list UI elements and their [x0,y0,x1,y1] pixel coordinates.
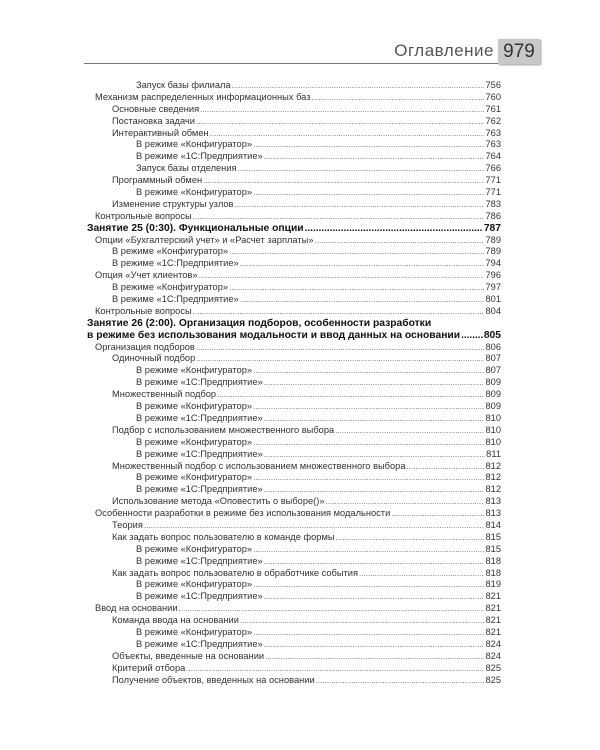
toc-entry-label: Критерий отбора [112,662,186,673]
toc-entry-label: Подбор с использованием множественного выбора [112,424,335,435]
toc-entry-page: 810 [485,424,501,435]
toc-entry-label: Множественный подбор с использованием множественного выбора [112,460,406,471]
toc-entry [136,139,501,151]
dot-leader [316,675,485,687]
toc-entry-label: Контрольные вопросы [95,305,192,316]
toc-entry-label: В режиме «1С:Предприятие» [136,412,263,423]
toc-entry [112,104,501,116]
toc-entry-label: В режиме «1С:Предприятие» [136,151,263,162]
toc-entry-label: В режиме «Конфигуратор» [136,472,253,483]
dot-leader [253,579,484,591]
toc-entry [95,508,501,520]
header-title: Оглавление [394,41,494,60]
toc-entry-page: 805 [483,329,501,341]
dot-leader [234,199,484,211]
dot-leader [253,472,484,484]
toc-entry-page: 787 [483,222,501,234]
toc-chapter-entry [87,330,501,342]
dot-leader [312,92,485,104]
toc-entry-page: 804 [485,305,501,316]
dot-leader [265,651,484,663]
toc-entry-label: В режиме «Конфигуратор» [136,543,253,554]
toc-entry-page: 812 [485,484,501,495]
toc-entry-page: 761 [485,103,501,114]
toc-entry [112,532,501,544]
toc-entry-page: 811 [486,448,501,459]
toc-entry-label: Ввод на основании [95,603,178,614]
toc-entry-label: Теория [112,519,143,530]
toc-entry [112,353,501,365]
dot-leader [253,544,484,556]
dot-leader [326,496,485,508]
toc-entry-label: В режиме «1С:Предприятие» [112,258,239,269]
toc-entry-page: 763 [485,139,501,150]
toc-entry-label: Опция «Учет клиентов» [95,270,198,281]
dot-leader [315,235,485,247]
toc-entry-label: Использование метода «Оповестить о выборе()» [112,496,325,507]
toc-entry-label: Опции «Бухгалтерский учет» и «Расчет зарплаты» [95,234,314,245]
toc-entry-label: Как задать вопрос пользователю в команде формы [112,531,335,542]
dot-leader [240,294,485,306]
toc-entry-label: Постановка задачи [112,115,195,126]
toc-entry [95,211,501,223]
toc-entry-label: В режиме «Конфигуратор» [112,246,229,257]
toc-entry [136,556,501,568]
toc-chapter-title-line: Занятие 26 (2:00). Организация подборов, особенности разработки [87,317,432,329]
toc-entry-page: 764 [485,151,501,162]
dot-leader [359,568,484,580]
toc-entry-label: Занятие 25 (0:30). Функциональные опции [87,222,304,234]
dot-leader [196,353,484,365]
dot-leader [264,639,485,651]
toc-entry-label: Команда ввода на основании [112,615,239,626]
dot-leader [391,508,484,520]
dot-leader [253,401,484,413]
toc-entry [136,365,501,377]
dot-leader [305,223,483,235]
toc-entry-page: 809 [485,377,501,388]
toc-entry-page: 813 [485,496,501,507]
dot-leader [240,615,485,627]
toc-entry-page: 812 [485,472,501,483]
toc-entry-label: Получение объектов, введенных на основании [112,674,315,685]
toc-entry-label: В режиме «Конфигуратор» [136,436,253,447]
dot-leader [264,591,485,603]
toc-entry [112,116,501,128]
dot-leader [253,437,484,449]
toc-entry [95,603,501,615]
toc-entry [95,306,501,318]
dot-leader [335,425,484,437]
toc-entry [112,128,501,140]
dot-leader [229,246,484,258]
toc-entry-page: 821 [485,626,501,637]
dot-leader [253,139,484,151]
toc-entry-label: Изменение структуры узлов [112,198,234,209]
toc-entry-page: 824 [485,638,501,649]
toc-entry [95,92,501,104]
dot-leader [253,365,484,377]
dot-leader [196,116,485,128]
toc-entry-label: В режиме «1С:Предприятие» [136,591,263,602]
toc-entry-label: Программный обмен [112,175,203,186]
toc-entry-page: 794 [485,258,501,269]
page-number: 979 [498,39,540,64]
toc-entry [95,235,501,247]
header-rule [84,63,538,64]
dot-leader [196,342,485,354]
dot-leader [210,128,485,140]
dot-leader [407,461,485,473]
toc-entry [136,80,501,92]
toc-entry-label: В режиме «1С:Предприятие» [136,377,263,388]
toc-entry [112,461,501,473]
toc-entry-page: 809 [485,389,501,400]
dot-leader [193,211,485,223]
toc-entry-page: 760 [485,91,501,102]
dot-leader [264,151,485,163]
toc-entry-page: 786 [485,210,501,221]
toc-entry [136,163,501,175]
toc-entry-page: 766 [485,163,501,174]
toc-entry-page: 821 [485,603,501,614]
toc-entry [136,579,501,591]
toc-entry [136,151,501,163]
toc-entry-page: 783 [485,198,501,209]
toc-entry-page: 821 [485,615,501,626]
toc-entry-label: В режиме «Конфигуратор» [136,401,253,412]
toc-entry [95,270,501,282]
toc-entry [112,199,501,211]
dot-leader [179,603,485,615]
dot-leader [229,282,484,294]
toc-entry-page: 810 [485,436,501,447]
toc-entry-label: В режиме «1С:Предприятие» [136,638,263,649]
dot-leader [217,389,484,401]
toc-entry [136,591,501,603]
toc-entry-label: Особенности разработки в режиме без использования модальности [95,508,391,519]
running-header [0,36,600,66]
toc-entry-page: 812 [485,460,501,471]
toc-entry-page: 813 [485,508,501,519]
dot-leader [232,80,485,92]
toc-entry-page: 825 [485,674,501,685]
toc-entry [112,294,501,306]
toc-entry [136,544,501,556]
dot-leader [200,104,484,116]
toc-entry-label: Множественный подбор [112,389,217,400]
toc-entry-page: 801 [485,294,501,305]
dot-leader [264,556,485,568]
toc-entry [112,520,501,532]
toc-entry [136,639,501,651]
toc-entry [136,377,501,389]
toc-entry-page: 810 [485,412,501,423]
toc-entry [112,615,501,627]
toc-entry-label: Механизм распределенных информационных баз [95,91,311,102]
toc-entry-page: 818 [485,567,501,578]
toc-entry-page: 809 [485,401,501,412]
toc-entry [136,413,501,425]
toc-entry [136,187,501,199]
toc-entry [136,472,501,484]
dot-leader [264,413,485,425]
dot-leader [264,484,485,496]
toc-entry [136,449,501,461]
toc-entry [112,389,501,401]
toc-entry-label: В режиме «Конфигуратор» [136,139,253,150]
toc-entry-page: 806 [485,341,501,352]
toc-entry-label: В режиме «Конфигуратор» [136,187,253,198]
dot-leader [253,187,484,199]
toc-entry [112,675,501,687]
toc-entry-label: Основные сведения [112,103,200,114]
dot-leader [193,306,485,318]
toc-entry-page: 771 [485,187,501,198]
toc-entry-label: В режиме «Конфигуратор» [136,579,253,590]
toc-entry-label: Запуск базы отделения [136,163,237,174]
toc-entry-page: 818 [485,555,501,566]
toc-entry-page: 763 [485,127,501,138]
toc-entry-label: Контрольные вопросы [95,210,192,221]
toc-entry-label: Объекты, введенные на основании [112,650,265,661]
toc-chapter-entry [87,223,501,235]
toc-entry-label: Как задать вопрос пользователю в обработчике события [112,567,359,578]
toc-entry-page: 796 [485,270,501,281]
toc-entry-label: В режиме «1С:Предприятие» [136,484,263,495]
toc-entry-label: в режиме без использования модальности и ввод данных на основании [87,329,461,341]
toc-entry [112,568,501,580]
toc-entry [112,175,501,187]
toc-entry-label: Интерактивный обмен [112,127,209,138]
toc-entry-label: В режиме «1С:Предприятие» [136,555,263,566]
dot-leader [264,377,485,389]
toc-entry [95,342,501,354]
toc-entry [112,282,501,294]
dot-leader [461,330,483,342]
dot-leader [203,175,484,187]
toc-entry [112,258,501,270]
toc-entry-page: 807 [485,365,501,376]
toc-entry [112,651,501,663]
dot-leader [199,270,485,282]
dot-leader [264,449,485,461]
toc-entry-page: 756 [485,80,501,90]
toc-entry-page: 824 [485,650,501,661]
toc-entry [136,484,501,496]
dot-leader [144,520,485,532]
toc-entry-label: Организация подборов [95,341,195,352]
toc-entry [112,496,501,508]
toc-entry [136,437,501,449]
toc-entry [112,425,501,437]
toc-entry-page: 815 [485,543,501,554]
toc-entry-page: 807 [485,353,501,364]
toc-entry-page: 819 [485,579,501,590]
dot-leader [240,258,485,270]
toc-entry [136,627,501,639]
toc-entry-label: В режиме «1С:Предприятие» [112,294,239,305]
toc-entry-label: Запуск базы филиала [136,80,231,90]
toc-entry-label: В режиме «1С:Предприятие» [136,448,263,459]
toc-entry-page: 815 [485,531,501,542]
dot-leader [238,163,485,175]
toc-entry [112,663,501,675]
dot-leader [186,663,484,675]
dot-leader [253,627,484,639]
toc-entry-page: 814 [485,519,501,530]
table-of-contents [0,80,600,686]
toc-entry [112,246,501,258]
toc-entry-page: 797 [485,282,501,293]
toc-entry-page: 825 [485,662,501,673]
toc-entry-page: 771 [485,175,501,186]
toc-entry-label: В режиме «Конфигуратор» [136,365,253,376]
dot-leader [336,532,485,544]
toc-entry-page: 762 [485,115,501,126]
toc-entry-page: 821 [485,591,501,602]
toc-entry-label: В режиме «Конфигуратор» [136,626,253,637]
toc-entry-label: Одиночный подбор [112,353,196,364]
toc-entry-label: В режиме «Конфигуратор» [112,282,229,293]
toc-entry-page: 789 [485,234,501,245]
toc-entry-page: 789 [485,246,501,257]
toc-entry [136,401,501,413]
